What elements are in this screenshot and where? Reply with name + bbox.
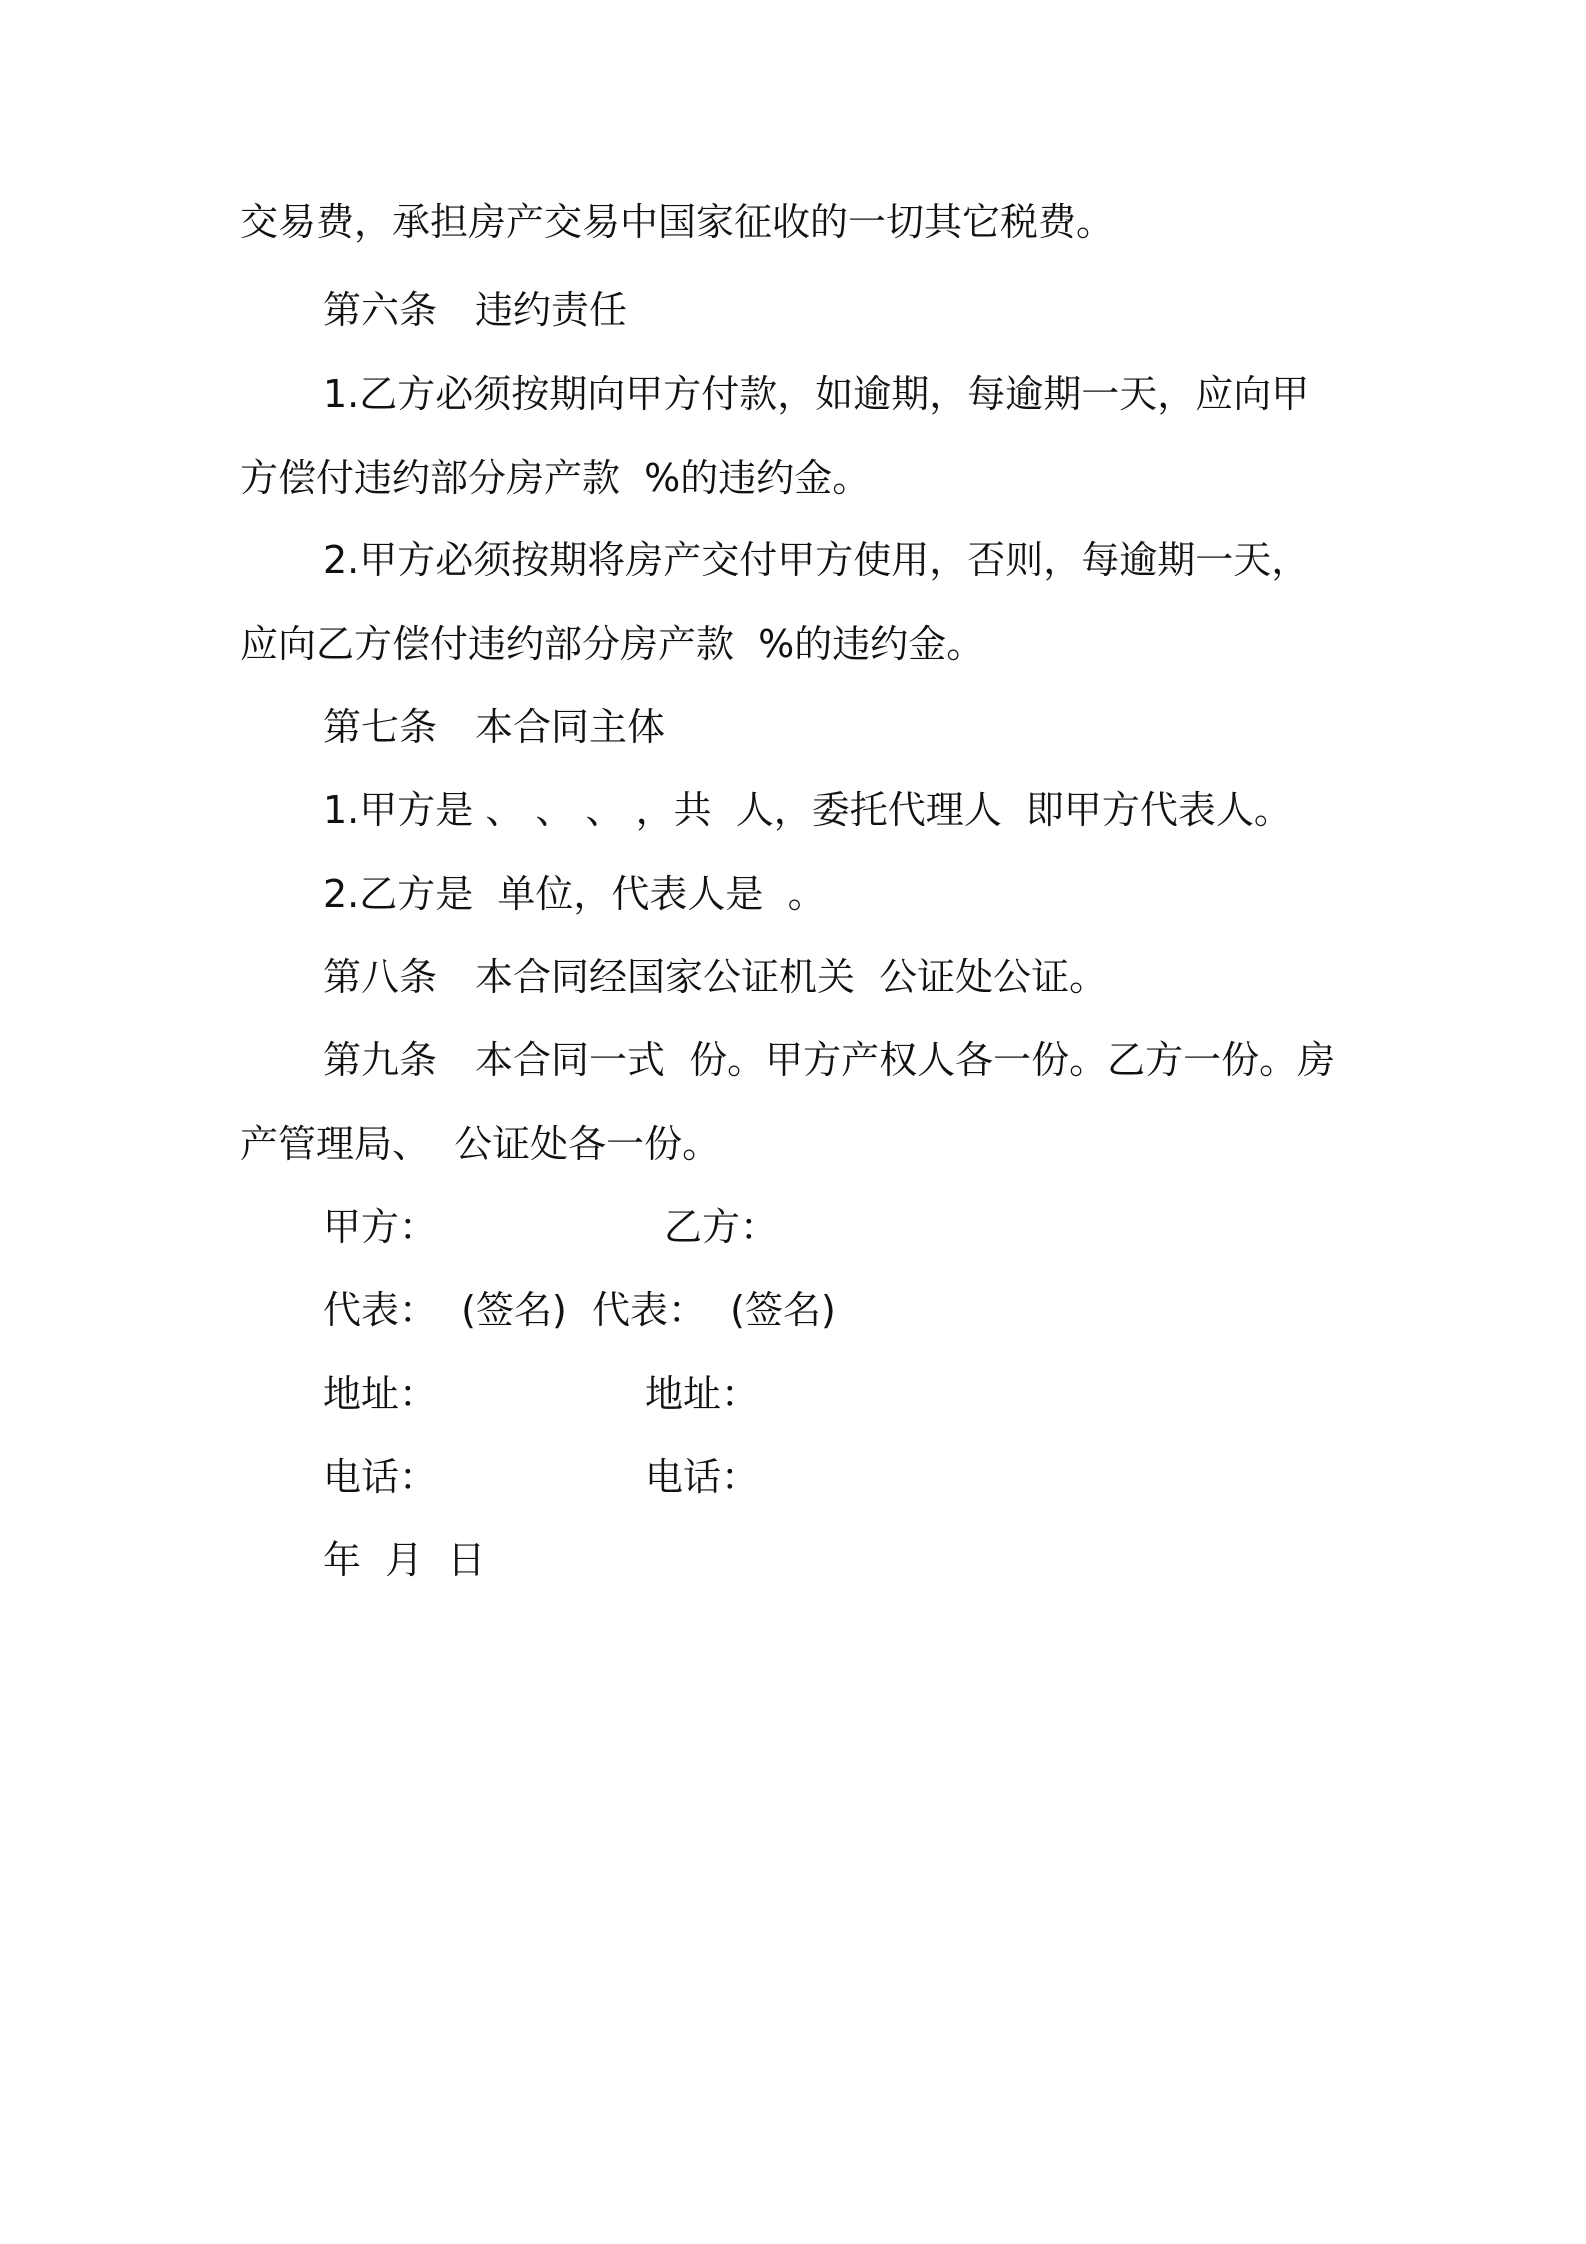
article-7-heading: 第七条 本合同主体: [323, 705, 666, 749]
paragraph-line-1: 交易费，承担房产交易中国家征收的一切其它税费。: [240, 200, 1115, 244]
article-6-clause-1-line-1: 1.乙方必须按期向甲方付款，如逾期，每逾期一天，应向甲: [323, 372, 1310, 416]
article-6-heading: 第六条 违约责任: [323, 288, 628, 332]
party-b-address: 地址：: [645, 1372, 760, 1416]
party-b-phone: 电话：: [645, 1455, 760, 1499]
signing-date: 年 月 日: [323, 1538, 486, 1582]
party-a-phone: 电话：: [323, 1455, 438, 1499]
party-a-representative: 代表： (签名): [323, 1288, 567, 1332]
article-9-line-1: 第九条 本合同一式 份。甲方产权人各一份。乙方一份。房: [323, 1038, 1336, 1082]
party-a-address: 地址：: [323, 1372, 438, 1416]
article-7-clause-1: 1.甲方是 、 、 、 ，共 人，委托代理人 即甲方代表人。: [323, 788, 1292, 832]
party-a-label: 甲方：: [323, 1205, 438, 1249]
party-b-representative: 代表： (签名): [592, 1288, 836, 1332]
article-6-clause-1-line-2: 方偿付违约部分房产款 %的违约金。: [240, 456, 871, 500]
party-b-label: 乙方：: [664, 1205, 779, 1249]
article-8: 第八条 本合同经国家公证机关 公证处公证。: [323, 955, 1108, 999]
article-7-clause-2: 2.乙方是 单位，代表人是 。: [323, 872, 826, 916]
article-6-clause-2-line-1: 2.甲方必须按期将房产交付甲方使用，否则，每逾期一天，: [323, 538, 1310, 582]
article-6-clause-2-line-2: 应向乙方偿付违约部分房产款 %的违约金。: [240, 622, 985, 666]
article-9-line-2: 产管理局、 公证处各一份。: [240, 1122, 721, 1166]
